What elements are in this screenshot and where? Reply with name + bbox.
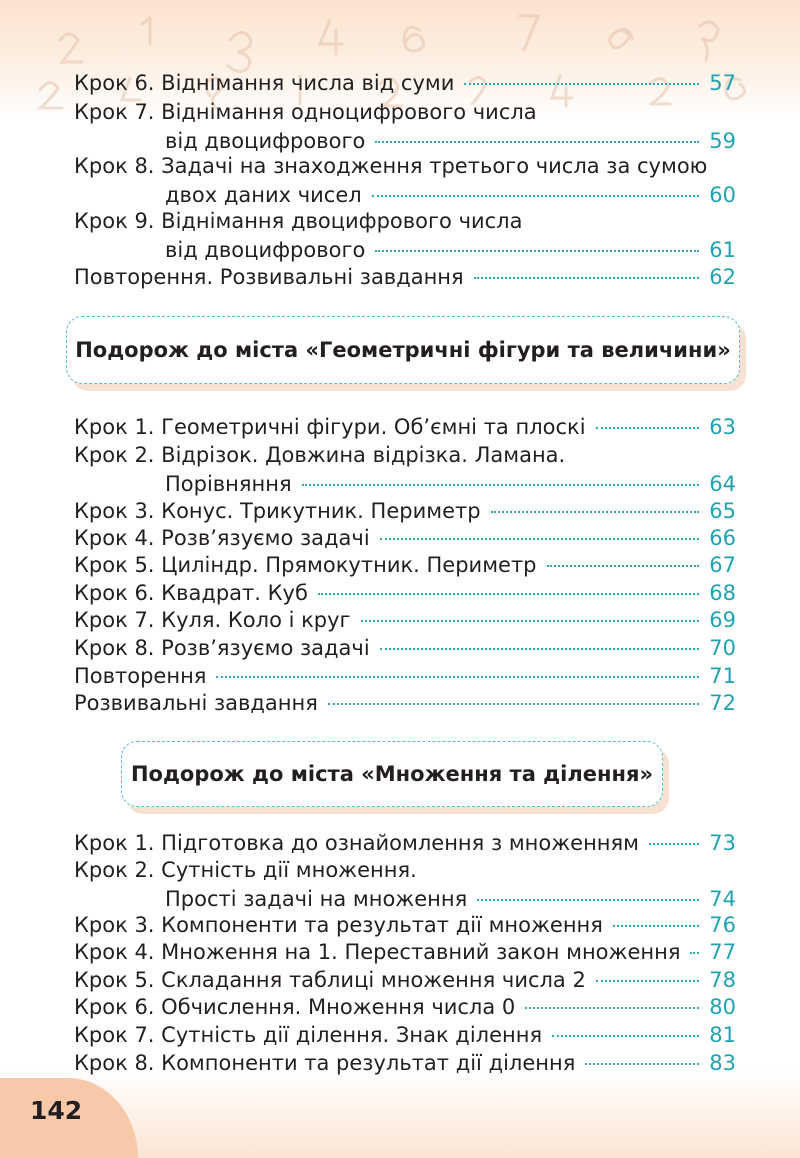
page-ref: 80 [709, 995, 736, 1019]
toc-entry[interactable]: Крок 7. Куля. Коло і круг 69 [74, 606, 736, 635]
page-ref: 64 [709, 472, 736, 496]
decorative-digits-pattern: ​ [21, 53, 27, 94]
page-ref: 71 [709, 664, 736, 688]
dot-leader [375, 250, 699, 252]
page-ref: 63 [709, 415, 736, 439]
page-ref: 78 [709, 968, 736, 992]
toc-entry[interactable]: Крок 6. Обчислення. Множення числа 0 80 [74, 993, 736, 1022]
toc-entry[interactable]: Повторення. Розвивальні завдання 62 [74, 263, 736, 292]
toc-entry[interactable]: Крок 6. Квадрат. Куб 68 [74, 579, 736, 608]
dot-leader [477, 899, 699, 901]
dot-leader [525, 1007, 699, 1009]
page-ref: 70 [709, 636, 736, 660]
toc-entry[interactable]: Крок 2. Відрізок. Довжина відрізка. Ламана. Порівняння 64 [74, 441, 736, 499]
page-ref: 66 [709, 526, 736, 550]
dot-leader [372, 195, 700, 197]
dot-leader [649, 843, 699, 845]
dot-leader [380, 648, 700, 650]
page-ref: 57 [709, 71, 736, 95]
dot-leader [216, 676, 699, 678]
toc-entry[interactable]: Крок 3. Компоненти та результат дії множення 76 [74, 911, 736, 940]
section-title-banner [121, 741, 663, 807]
toc-entry[interactable]: Крок 8. Розв’язуємо задачі 70 [74, 634, 736, 663]
dot-leader [464, 83, 699, 85]
page-ref: 69 [709, 608, 736, 632]
toc-entry[interactable]: Крок 2. Сутність дії множення. Прості задачі на множення 74 [74, 856, 736, 914]
page-ref: 76 [709, 913, 736, 937]
toc-entry[interactable]: Крок 4. Множення на 1. Переставний закон множення 77 [74, 938, 736, 967]
dot-leader [491, 511, 700, 513]
dot-leader [585, 1063, 699, 1065]
dot-leader [318, 593, 699, 595]
page-ref: 74 [709, 887, 736, 911]
dot-leader [690, 952, 699, 954]
toc-entry[interactable]: Крок 9. Віднімання двоцифрового числа від двоцифрового 61 [74, 207, 736, 265]
toc-entry[interactable]: Розвивальні завдання 72 [74, 689, 736, 718]
toc-entry[interactable]: Крок 1. Підготовка до ознайомлення з множенням 73 [74, 829, 736, 858]
dot-leader [547, 565, 700, 567]
dot-leader [328, 703, 699, 705]
page-ref: 60 [709, 183, 736, 207]
dot-leader [596, 980, 699, 982]
page-ref: 59 [709, 129, 736, 153]
section-title: Подорож до міста «Геометричні фігури та величини» [75, 338, 731, 362]
dot-leader [302, 484, 700, 486]
toc-entry[interactable]: Крок 8. Задачі на знаходження третього числа за сумою двох даних чисел 60 [74, 152, 736, 210]
page-ref: 77 [709, 940, 736, 964]
toc-entry[interactable]: Крок 8. Компоненти та результат дії ділення 83 [74, 1049, 736, 1078]
dot-leader [613, 925, 699, 927]
page-ref: 73 [709, 831, 736, 855]
page-ref: 81 [709, 1023, 736, 1047]
dot-leader [552, 1035, 699, 1037]
dot-leader [474, 277, 700, 279]
toc-entry[interactable]: Крок 7. Віднімання одноцифрового числа від двоцифрового 59 [74, 98, 736, 156]
page-ref: 72 [709, 691, 736, 715]
dot-leader [596, 427, 700, 429]
toc-entry[interactable]: Крок 5. Складання таблиці множення числа 2 78 [74, 966, 736, 995]
page-ref: 67 [709, 553, 736, 577]
toc-entry[interactable]: Крок 7. Сутність дії ділення. Знак ділення 81 [74, 1021, 736, 1050]
page-number: 142 [30, 1096, 83, 1125]
page-ref: 68 [709, 581, 736, 605]
toc-entry[interactable]: Крок 5. Циліндр. Прямокутник. Периметр 67 [74, 551, 736, 580]
page-ref: 83 [709, 1051, 736, 1075]
dot-leader [380, 538, 700, 540]
toc-entry[interactable]: Крок 4. Розв’язуємо задачі 66 [74, 524, 736, 553]
section-title: Подорож до міста «Множення та ділення» [130, 762, 654, 786]
toc-entry[interactable]: Крок 1. Геометричні фігури. Об’ємні та плоскі 63 [74, 413, 736, 442]
page-ref: 61 [709, 238, 736, 262]
toc-entry[interactable]: Крок 6. Віднімання числа від суми 57 [74, 69, 736, 98]
dot-leader [361, 620, 700, 622]
section-title-banner [66, 316, 740, 384]
toc-entry[interactable]: Повторення 71 [74, 662, 736, 691]
page-ref: 65 [709, 499, 736, 523]
page-ref: 62 [709, 265, 736, 289]
toc-entry[interactable]: Крок 3. Конус. Трикутник. Периметр 65 [74, 497, 736, 526]
dot-leader [375, 141, 699, 143]
